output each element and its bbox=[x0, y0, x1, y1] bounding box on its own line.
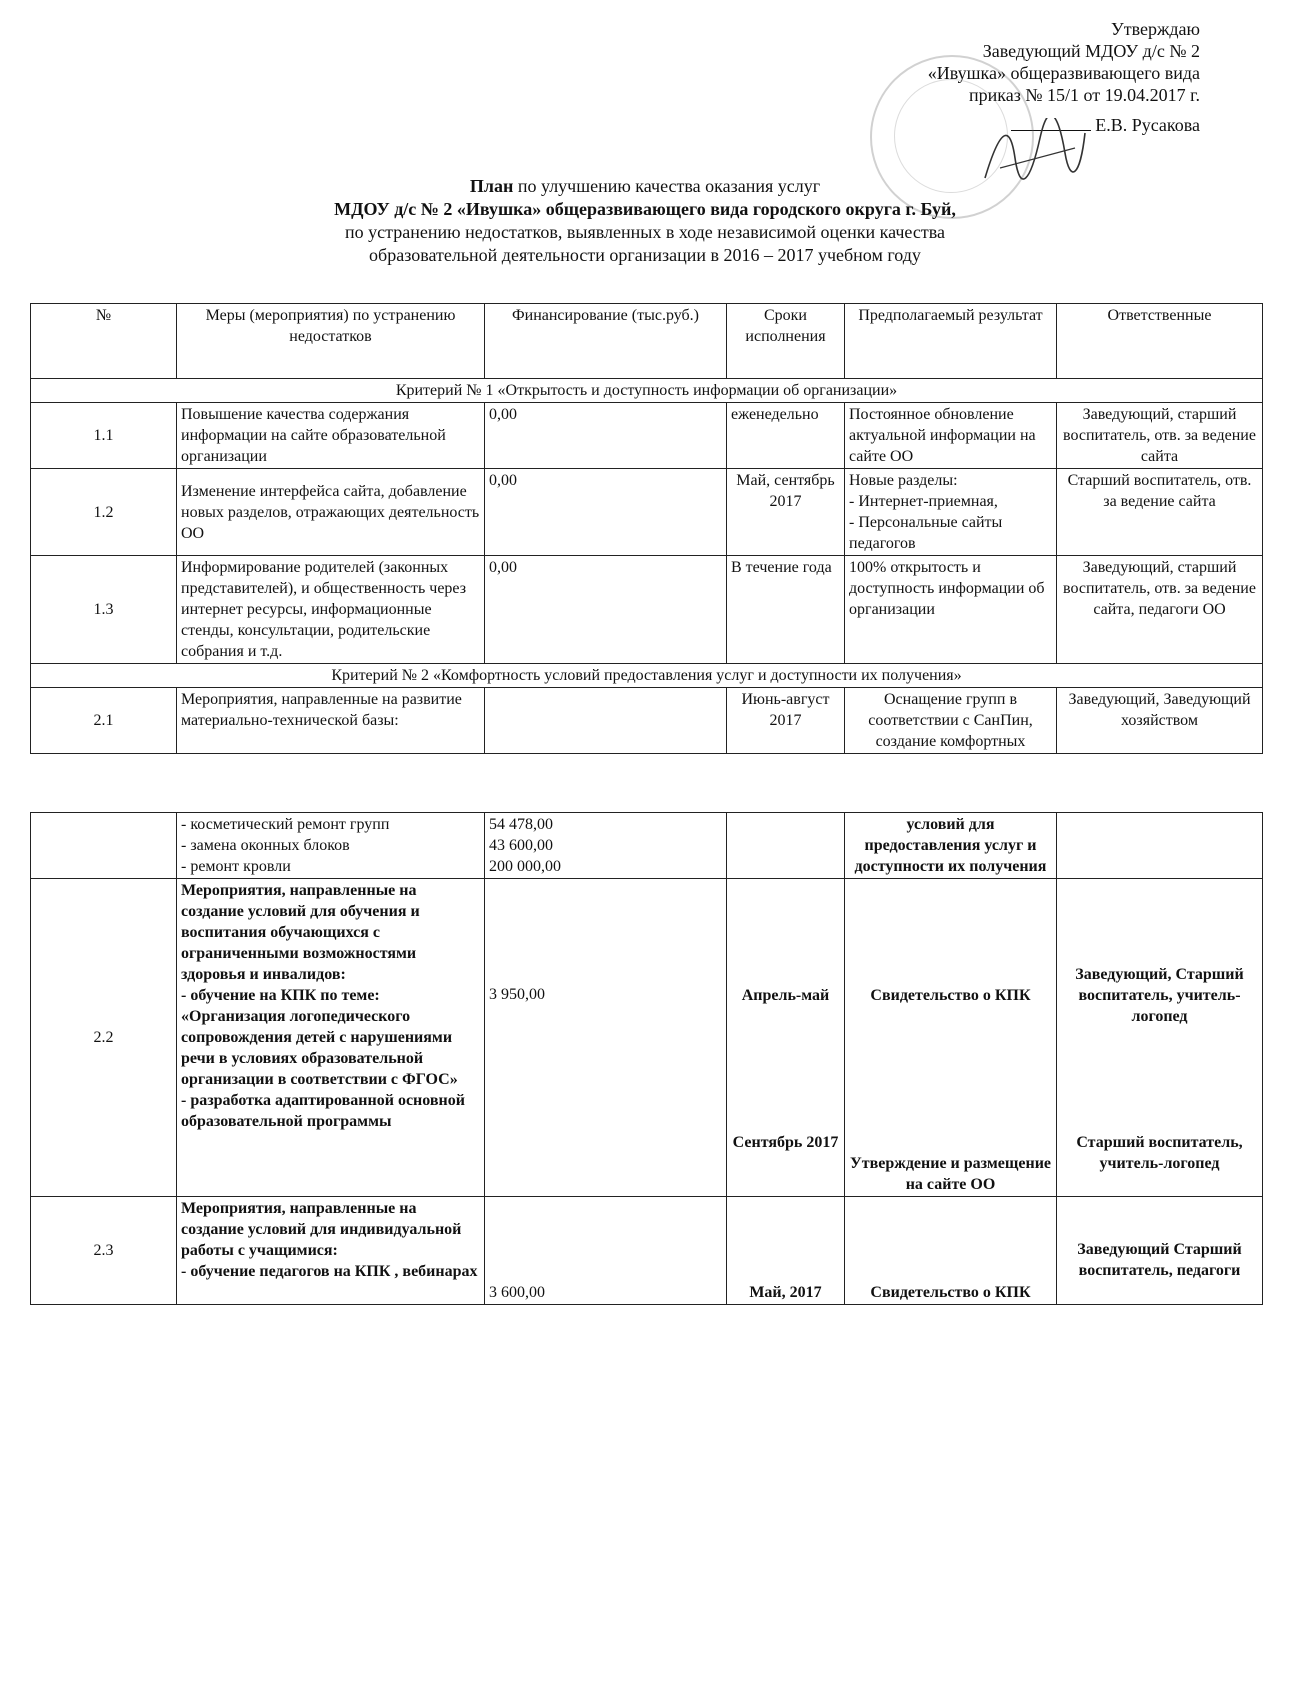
row-responsible bbox=[1057, 879, 1263, 1197]
row-result: Свидетельство о КПК bbox=[845, 1197, 1057, 1305]
row-result-line-3: - Персональные сайты педагогов bbox=[849, 514, 1003, 552]
header-deadlines: Сроки исполнения bbox=[727, 304, 845, 379]
plan-table-part-1 bbox=[30, 303, 1263, 754]
row-responsible-b: Старший воспитатель, учитель-логопед bbox=[1076, 1134, 1243, 1172]
row-deadline: еженедельно bbox=[727, 403, 845, 469]
row-responsible-a: Заведующий, Старший воспитатель, учитель-логопед bbox=[1075, 966, 1244, 1025]
row-financing: 0,00 bbox=[485, 556, 727, 664]
title-line-2: МДОУ д/с № 2 «Ивушка» общеразвивающего вида городского округа г. Буй, bbox=[334, 199, 956, 219]
row-num bbox=[31, 813, 177, 879]
header-responsible: Ответственные bbox=[1057, 304, 1263, 379]
row-responsible bbox=[1057, 813, 1263, 879]
title-line-4: образовательной деятельности организации в 2016 – 2017 учебном году bbox=[369, 245, 921, 265]
approval-line-3: «Ивушка» общеразвивающего вида bbox=[927, 63, 1200, 83]
row-item-2: - замена оконных блоков bbox=[181, 837, 350, 854]
table-row bbox=[31, 813, 1263, 879]
table-row bbox=[31, 688, 1263, 754]
row-financing: 3 950,00 bbox=[485, 879, 727, 1197]
row-fin-1: 54 478,00 bbox=[489, 816, 553, 833]
row-fin-3: 200 000,00 bbox=[489, 858, 561, 875]
row-responsible: Заведующий, старший воспитатель, отв. за ведение сайта, педагоги ОО bbox=[1057, 556, 1263, 664]
row-num: 2.3 bbox=[31, 1197, 177, 1305]
approval-line-4: приказ № 15/1 от 19.04.2017 г. bbox=[969, 85, 1200, 105]
spacer bbox=[731, 1006, 840, 1132]
header-measures: Меры (мероприятия) по устранению недостатков bbox=[177, 304, 485, 379]
spacer bbox=[849, 1006, 1052, 1153]
row-num: 2.1 bbox=[31, 688, 177, 754]
row-num: 2.2 bbox=[31, 879, 177, 1197]
title-line-1-rest: по улучшению качества оказания услуг bbox=[513, 176, 821, 196]
row-num: 1.1 bbox=[31, 403, 177, 469]
spacer bbox=[731, 880, 840, 985]
row-measure: Изменение интерфейса сайта, добавление новых разделов, отражающих деятельность ОО bbox=[177, 469, 485, 556]
row-result-line-2: - Интернет-приемная, bbox=[849, 493, 998, 510]
row-result bbox=[845, 469, 1057, 556]
row-deadline bbox=[727, 813, 845, 879]
row-deadline-b: Сентябрь 2017 bbox=[732, 1134, 839, 1151]
table-header-row bbox=[31, 304, 1263, 379]
row-financing bbox=[485, 813, 727, 879]
row-result: условий для предоставления услуг и доступности их получения bbox=[845, 813, 1057, 879]
row-item-1: - косметический ремонт групп bbox=[181, 816, 390, 833]
row-measure-head: Мероприятия, направленные на создание условий для обучения и воспитания обучающихся с ограниченными возможностями здоровья и инвалидов: bbox=[181, 882, 420, 983]
table-row bbox=[31, 556, 1263, 664]
row-responsible: Заведующий, старший воспитатель, отв. за ведение сайта bbox=[1057, 403, 1263, 469]
row-measure-a: - обучение на КПК по теме: «Организация логопедического сопровождения детей с нарушениями речи в условиях образовательной организации в соответствии с ФГОС» bbox=[181, 987, 458, 1088]
title-line-3: по устранению недостатков, выявленных в ходе независимой оценки качества bbox=[345, 222, 945, 242]
header-num: № bbox=[31, 304, 177, 379]
approval-signer: Е.В. Русакова bbox=[1095, 115, 1200, 135]
row-deadline bbox=[727, 879, 845, 1197]
row-measure: Мероприятия, направленные на развитие материально-технической базы: bbox=[177, 688, 485, 754]
row-measure-a: - обучение педагогов на КПК , вебинарах bbox=[181, 1263, 478, 1280]
criterion-2-label: Критерий № 2 «Комфортность условий предоставления услуг и доступности их получения» bbox=[31, 664, 1263, 688]
approval-line-1: Утверждаю bbox=[1110, 19, 1200, 39]
row-fin-2: 43 600,00 bbox=[489, 837, 553, 854]
row-result-b: Утверждение и размещение на сайте ОО bbox=[849, 1155, 1052, 1193]
row-deadline-a: Апрель-май bbox=[741, 987, 830, 1004]
row-result: Постоянное обновление актуальной информации на сайте ОО bbox=[845, 403, 1057, 469]
criterion-1-row bbox=[31, 379, 1263, 403]
row-deadline: Июнь-август 2017 bbox=[727, 688, 845, 754]
row-result-a: Свидетельство о КПК bbox=[870, 987, 1031, 1004]
row-financing: 3 600,00 bbox=[485, 1197, 727, 1305]
row-measure: Информирование родителей (законных представителей), и общественность через интернет ресурсы, информационные стенды, консультации, родительские собрания и т.д. bbox=[177, 556, 485, 664]
table-row bbox=[31, 879, 1263, 1197]
spacer bbox=[1061, 880, 1258, 964]
criterion-2-row bbox=[31, 664, 1263, 688]
row-responsible: Старший воспитатель, отв. за ведение сайта bbox=[1057, 469, 1263, 556]
row-financing bbox=[485, 688, 727, 754]
row-item-3: - ремонт кровли bbox=[181, 858, 291, 875]
row-financing: 0,00 bbox=[485, 403, 727, 469]
title-line-1 bbox=[0, 175, 1290, 198]
row-result bbox=[845, 879, 1057, 1197]
spacer bbox=[1061, 1027, 1258, 1132]
row-num: 1.2 bbox=[31, 469, 177, 556]
row-measure-head: Мероприятия, направленные на создание условий для индивидуальной работы с учащимися: bbox=[181, 1200, 462, 1259]
row-measure bbox=[177, 1197, 485, 1305]
row-deadline: В течение года bbox=[727, 556, 845, 664]
row-responsible: Заведующий, Заведующий хозяйством bbox=[1057, 688, 1263, 754]
criterion-1-label: Критерий № 1 «Открытость и доступность информации об организации» bbox=[31, 379, 1263, 403]
row-num: 1.3 bbox=[31, 556, 177, 664]
row-deadline: Май, сентябрь 2017 bbox=[727, 469, 845, 556]
approval-line-2: Заведующий МДОУ д/с № 2 bbox=[982, 41, 1200, 61]
plan-table-part-2 bbox=[30, 812, 1263, 1305]
row-responsible: Заведующий Старший воспитатель, педагоги bbox=[1057, 1197, 1263, 1305]
row-result-line-1: Новые разделы: bbox=[849, 472, 958, 489]
row-measure bbox=[177, 879, 485, 1197]
header-financing: Финансирование (тыс.руб.) bbox=[485, 304, 727, 379]
row-financing: 0,00 bbox=[485, 469, 727, 556]
title-plan-word: План bbox=[469, 176, 514, 196]
row-measure bbox=[177, 813, 485, 879]
spacer bbox=[849, 880, 1052, 985]
header-result: Предполагаемый результат bbox=[845, 304, 1057, 379]
row-result: Оснащение групп в соответствии с СанПин, создание комфортных bbox=[845, 688, 1057, 754]
row-result: 100% открытость и доступность информации об организации bbox=[845, 556, 1057, 664]
row-measure: Повышение качества содержания информации на сайте образовательной организации bbox=[177, 403, 485, 469]
table-row bbox=[31, 403, 1263, 469]
document-title bbox=[0, 175, 1290, 267]
row-measure-b: - разработка адаптированной основной образовательной программы bbox=[181, 1092, 465, 1130]
row-deadline: Май, 2017 bbox=[727, 1197, 845, 1305]
table-row bbox=[31, 1197, 1263, 1305]
table-row bbox=[31, 469, 1263, 556]
